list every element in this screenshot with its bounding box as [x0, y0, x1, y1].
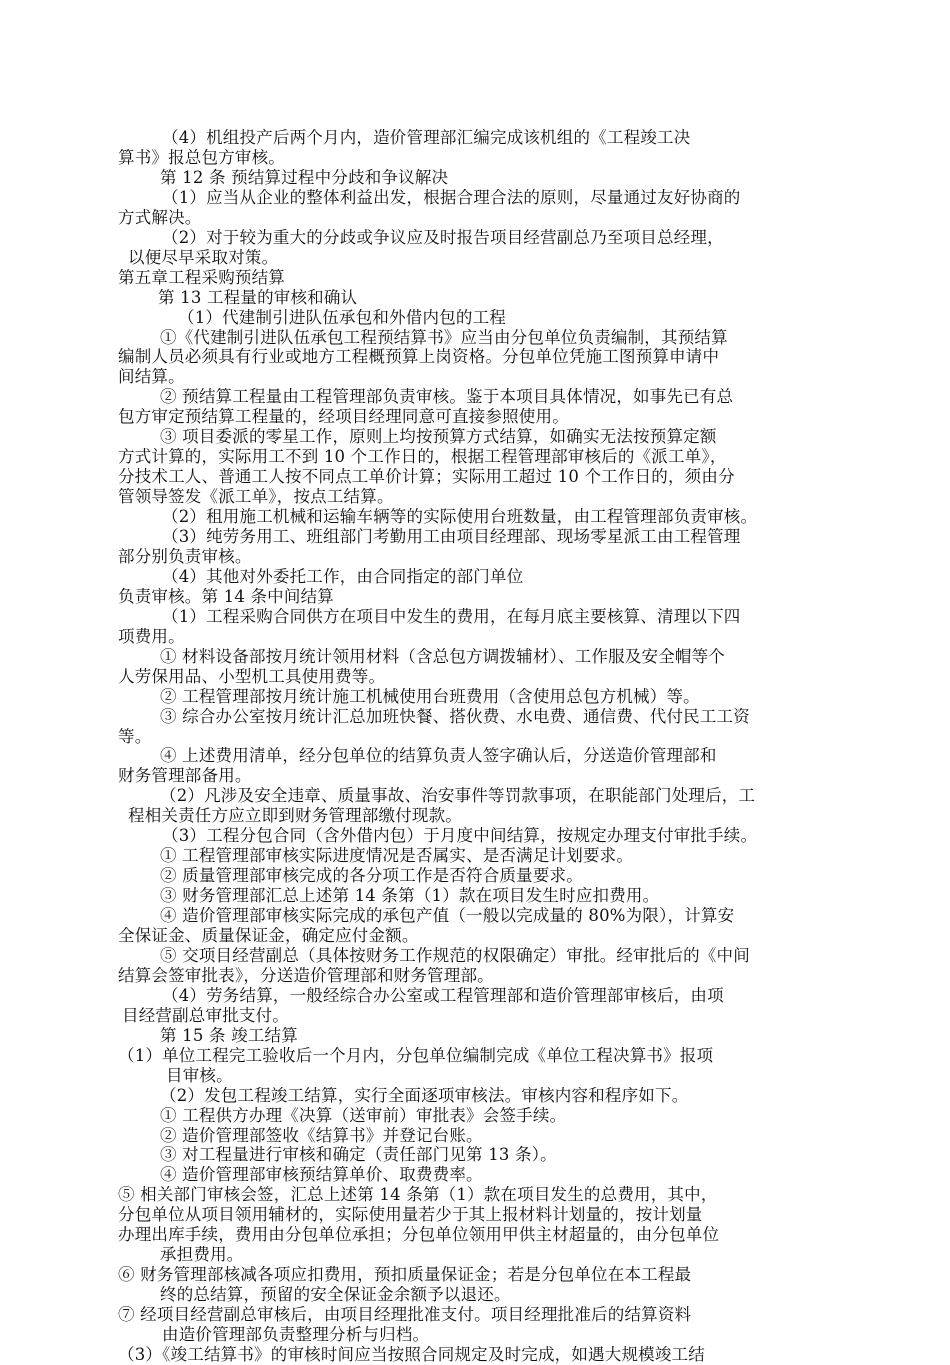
- text-line: 以便尽早采取对策。: [128, 248, 279, 267]
- text-line: 财务管理部备用。: [118, 766, 252, 785]
- text-line: （1）工程采购合同供方在项目中发生的费用，在每月底主要核算、清理以下四: [162, 607, 741, 626]
- text-line: ② 工程管理部按月统计施工机械使用台班费用（含使用总包方机械）等。: [160, 687, 700, 706]
- text-line: 包方审定预结算工程量的，经项目经理同意可直接参照使用。: [118, 407, 569, 426]
- text-line: 第五章工程采购预结算: [118, 268, 285, 287]
- text-line: （4）劳务结算，一般经综合办公室或工程管理部和造价管理部审核后，由项: [162, 986, 724, 1005]
- text-line: 结算会签审批表》，分送造价管理部和财务管理部。: [118, 966, 494, 985]
- text-line: 编制人员必须具有行业或地方工程概预算上岗资格。分包单位凭施工图预算申请中: [118, 347, 720, 366]
- text-line: 方式计算的，实际用工不到 10 个工作日的，根据工程管理部审核后的《派工单》，: [118, 447, 727, 466]
- text-line: （3）《竣工结算书》的审核时间应当按照合同规定及时完成，如遇大规模竣工结: [118, 1345, 705, 1364]
- text-line: ② 造价管理部签收《结算书》并登记台账。: [160, 1126, 483, 1145]
- text-line: ⑥ 财务管理部核减各项应扣费用，预扣质量保证金；若是分包单位在本工程最: [118, 1265, 692, 1284]
- text-line: （2）租用施工机械和运输车辆等的实际使用台班数量，由工程管理部负责审核。: [162, 507, 758, 526]
- text-line: 管领导签发《派工单》，按点工结算。: [118, 487, 394, 506]
- text-line: 终的总结算，预留的安全保证金余额予以退还。: [160, 1285, 511, 1304]
- text-line: 办理出库手续，费用由分包单位承担；分包单位领用甲供主材超量的，由分包单位: [118, 1225, 720, 1244]
- text-line: （2）对于较为重大的分歧或争议应及时报告项目经营副总乃至项目总经理，: [162, 228, 724, 247]
- text-line: （1）应当从企业的整体利益出发，根据合理合法的原则，尽量通过友好协商的: [162, 188, 741, 207]
- text-line: ① 工程管理部审核实际进度情况是否属实、是否满足计划要求。: [160, 846, 634, 865]
- text-line: 第 15 条 竣工结算: [160, 1026, 298, 1045]
- text-line: （4）机组投产后两个月内，造价管理部汇编完成该机组的《工程竣工决: [162, 128, 691, 147]
- text-line: 分包单位从项目领用辅材的，实际使用量若少于其上报材料计划量的，按计划量: [118, 1205, 703, 1224]
- text-line: （1）代建制引进队伍承包和外借内包的工程: [178, 308, 506, 327]
- text-line: ③ 项目委派的零星工作，原则上均按预算方式结算，如确实无法按预算定额: [160, 427, 717, 446]
- text-line: 承担费用。: [160, 1245, 244, 1264]
- text-line: 负责审核。第 14 条中间结算: [118, 587, 334, 606]
- text-line: 第 13 工程量的审核和确认: [158, 288, 358, 307]
- text-line: 分技术工人、普通工人按不同点工单价计算；实际用工超过 10 个工作日的，须由分: [118, 467, 735, 486]
- text-line: （2）凡涉及安全违章、质量事故、治安事件等罚款事项，在职能部门处理后，工: [160, 786, 756, 805]
- text-line: （3）纯劳务用工、班组部门考勤用工由项目经理部、现场零星派工由工程管理: [162, 527, 741, 546]
- text-line: ③ 财务管理部汇总上述第 14 条第（1）款在项目发生时应扣费用。: [160, 886, 660, 905]
- text-line: 目审核。: [166, 1066, 233, 1085]
- text-line: （4）其他对外委托工作，由合同指定的部门单位: [162, 567, 524, 586]
- text-line: ② 预结算工程量由工程管理部负责审核。鉴于本项目具体情况，如事先已有总: [160, 387, 734, 406]
- text-line: 等。: [118, 727, 152, 746]
- text-line: ④ 上述费用清单，经分包单位的结算负责人签字确认后，分送造价管理部和: [160, 746, 717, 765]
- text-line: 项费用。: [118, 627, 185, 646]
- text-line: 部分别负责审核。: [118, 547, 252, 566]
- text-line: 程相关责任方应立即到财务管理部缴付现款。: [128, 806, 462, 825]
- text-line: ①《代建制引进队伍承包工程预结算书》应当由分包单位负责编制，其预结算: [160, 328, 728, 347]
- text-line: ⑤ 交项目经营副总（具体按财务工作规范的权限确定）审批。经审批后的《中间: [160, 946, 750, 965]
- text-line: 人劳保用品、小型机工具使用费等。: [118, 667, 386, 686]
- text-line: （1）单位工程完工验收后一个月内，分包单位编制完成《单位工程决算书》报项: [118, 1046, 714, 1065]
- text-line: 方式解决。: [118, 208, 202, 227]
- text-line: 全保证金、质量保证金，确定应付金额。: [118, 926, 419, 945]
- text-line: 由造价管理部负责整理分析与归档。: [162, 1325, 430, 1344]
- text-line: （3）工程分包合同（含外借内包）于月度中间结算，按规定办理支付审批手续。: [162, 826, 758, 845]
- text-line: 间结算。: [118, 367, 185, 386]
- text-line: ④ 造价管理部审核预结算单价、取费费率。: [160, 1165, 483, 1184]
- text-line: ⑦ 经项目经营副总审核后，由项目经理批准支付。项目经理批准后的结算资料: [118, 1305, 692, 1324]
- text-line: ⑤ 相关部门审核会签，汇总上述第 14 条第（1）款在项目发生的总费用，其中，: [118, 1185, 718, 1204]
- text-line: 算书》报总包方审核。: [118, 148, 285, 167]
- text-line: ③ 对工程量进行审核和确定（责任部门见第 13 条）。: [160, 1145, 557, 1164]
- text-line: ③ 综合办公室按月统计汇总加班快餐、搭伙费、水电费、通信费、代付民工工资: [160, 707, 750, 726]
- text-line: ④ 造价管理部审核实际完成的承包产值（一般以完成量的 80%为限），计算安: [160, 906, 735, 925]
- text-line: （2）发包工程竣工结算，实行全面逐项审核法。审核内容和程序如下。: [160, 1086, 689, 1105]
- text-line: 目经营副总审批支付。: [122, 1006, 289, 1025]
- text-line: 第 12 条 预结算过程中分歧和争议解决: [160, 168, 449, 187]
- text-line: ① 材料设备部按月统计领用材料（含总包方调拨辅材）、工作服及安全帽等个: [160, 647, 725, 666]
- text-line: ② 质量管理部审核完成的各分项工作是否符合质量要求。: [160, 866, 583, 885]
- text-line: ① 工程供方办理《决算（送审前）审批表》会签手续。: [160, 1106, 567, 1125]
